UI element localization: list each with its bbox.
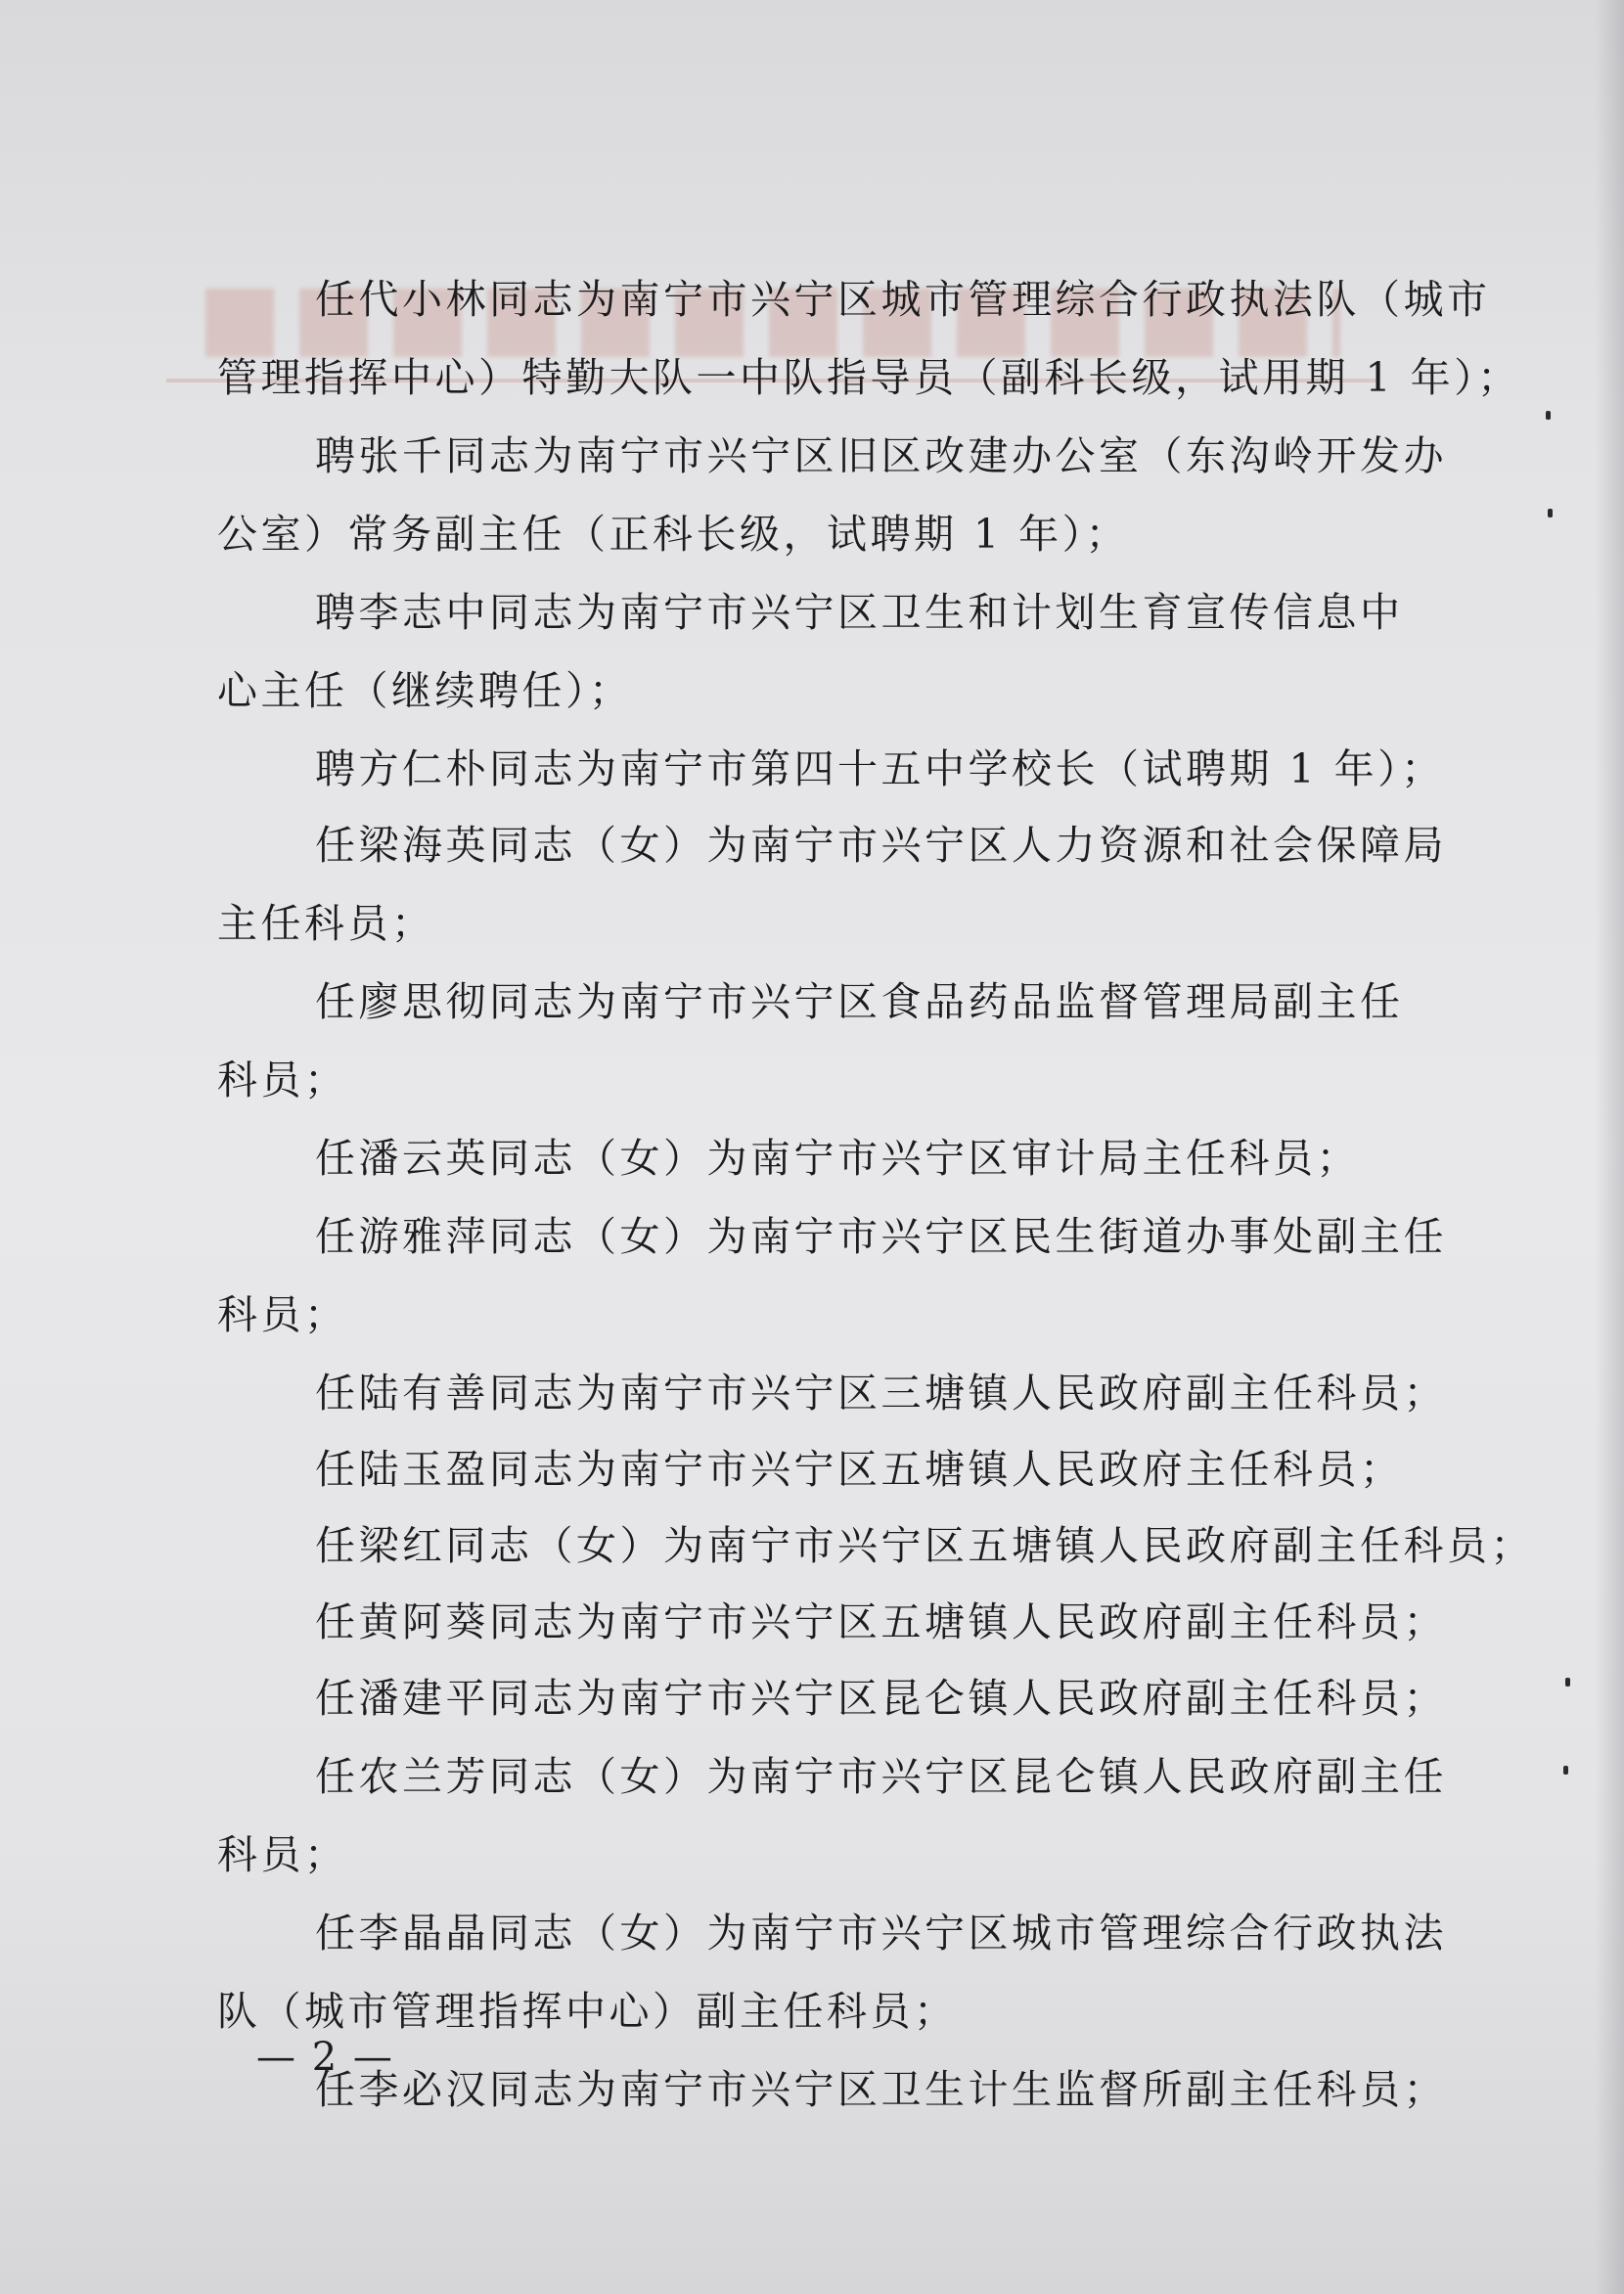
text-line: 任梁红同志（女）为南宁市兴宁区五塘镇人民政府副主任科员；	[315, 1522, 1534, 1569]
text-line: 任李必汉同志为南宁市兴宁区卫生计生监督所副主任科员；	[315, 2066, 1447, 2113]
text-line: 任黄阿葵同志为南宁市兴宁区五塘镇人民政府副主任科员；	[315, 1598, 1447, 1645]
text-line: 科员；	[217, 1057, 348, 1103]
text-line: 任陆玉盈同志为南宁市兴宁区五塘镇人民政府主任科员；	[315, 1446, 1404, 1493]
text-line: 任梁海英同志（女）为南宁市兴宁区人力资源和社会保障局	[315, 822, 1447, 869]
text-line: 科员；	[217, 1831, 348, 1878]
text-line: 聘张千同志为南宁市兴宁区旧区改建办公室（东沟岭开发办	[315, 432, 1447, 479]
text-line: 任代小林同志为南宁市兴宁区城市管理综合行政执法队（城市	[315, 276, 1491, 323]
scan-speck	[1548, 509, 1553, 517]
text-line: 队（城市管理指挥中心）副主任科员；	[217, 1988, 958, 2035]
text-line: 管理指挥中心）特勤大队一中队指导员（副科长级，试用期 1 年）；	[217, 354, 1521, 401]
text-line: 公室）常务副主任（正科长级，试聘期 1 年）；	[217, 511, 1130, 558]
text-line: 任潘建平同志为南宁市兴宁区昆仑镇人民政府副主任科员；	[315, 1675, 1447, 1722]
text-line: 聘方仁朴同志为南宁市第四十五中学校长（试聘期 1 年）；	[315, 745, 1445, 792]
scan-speck	[1546, 411, 1551, 420]
scan-speck	[1563, 1766, 1568, 1775]
text-line: 主任科员；	[217, 900, 435, 947]
scan-edge-shadow	[1595, 0, 1624, 2294]
text-line: 任廖思彻同志为南宁市兴宁区食品药品监督管理局副主任	[315, 978, 1404, 1025]
text-line: 任陆有善同志为南宁市兴宁区三塘镇人民政府副主任科员；	[315, 1370, 1447, 1417]
text-line: 心主任（继续聘任）；	[217, 667, 633, 714]
text-line: 任农兰芳同志（女）为南宁市兴宁区昆仑镇人民政府副主任	[315, 1753, 1447, 1800]
text-line: 任潘云英同志（女）为南宁市兴宁区审计局主任科员；	[315, 1135, 1360, 1182]
text-line: 科员；	[217, 1291, 348, 1338]
text-line: 任游雅萍同志（女）为南宁市兴宁区民生街道办事处副主任	[315, 1213, 1447, 1260]
text-line: 任李晶晶同志（女）为南宁市兴宁区城市管理综合行政执法	[315, 1910, 1447, 1957]
text-line: 聘李志中同志为南宁市兴宁区卫生和计划生育宣传信息中	[315, 589, 1404, 636]
page-number: — 2 —	[256, 2035, 394, 2080]
scan-speck	[1565, 1678, 1570, 1687]
